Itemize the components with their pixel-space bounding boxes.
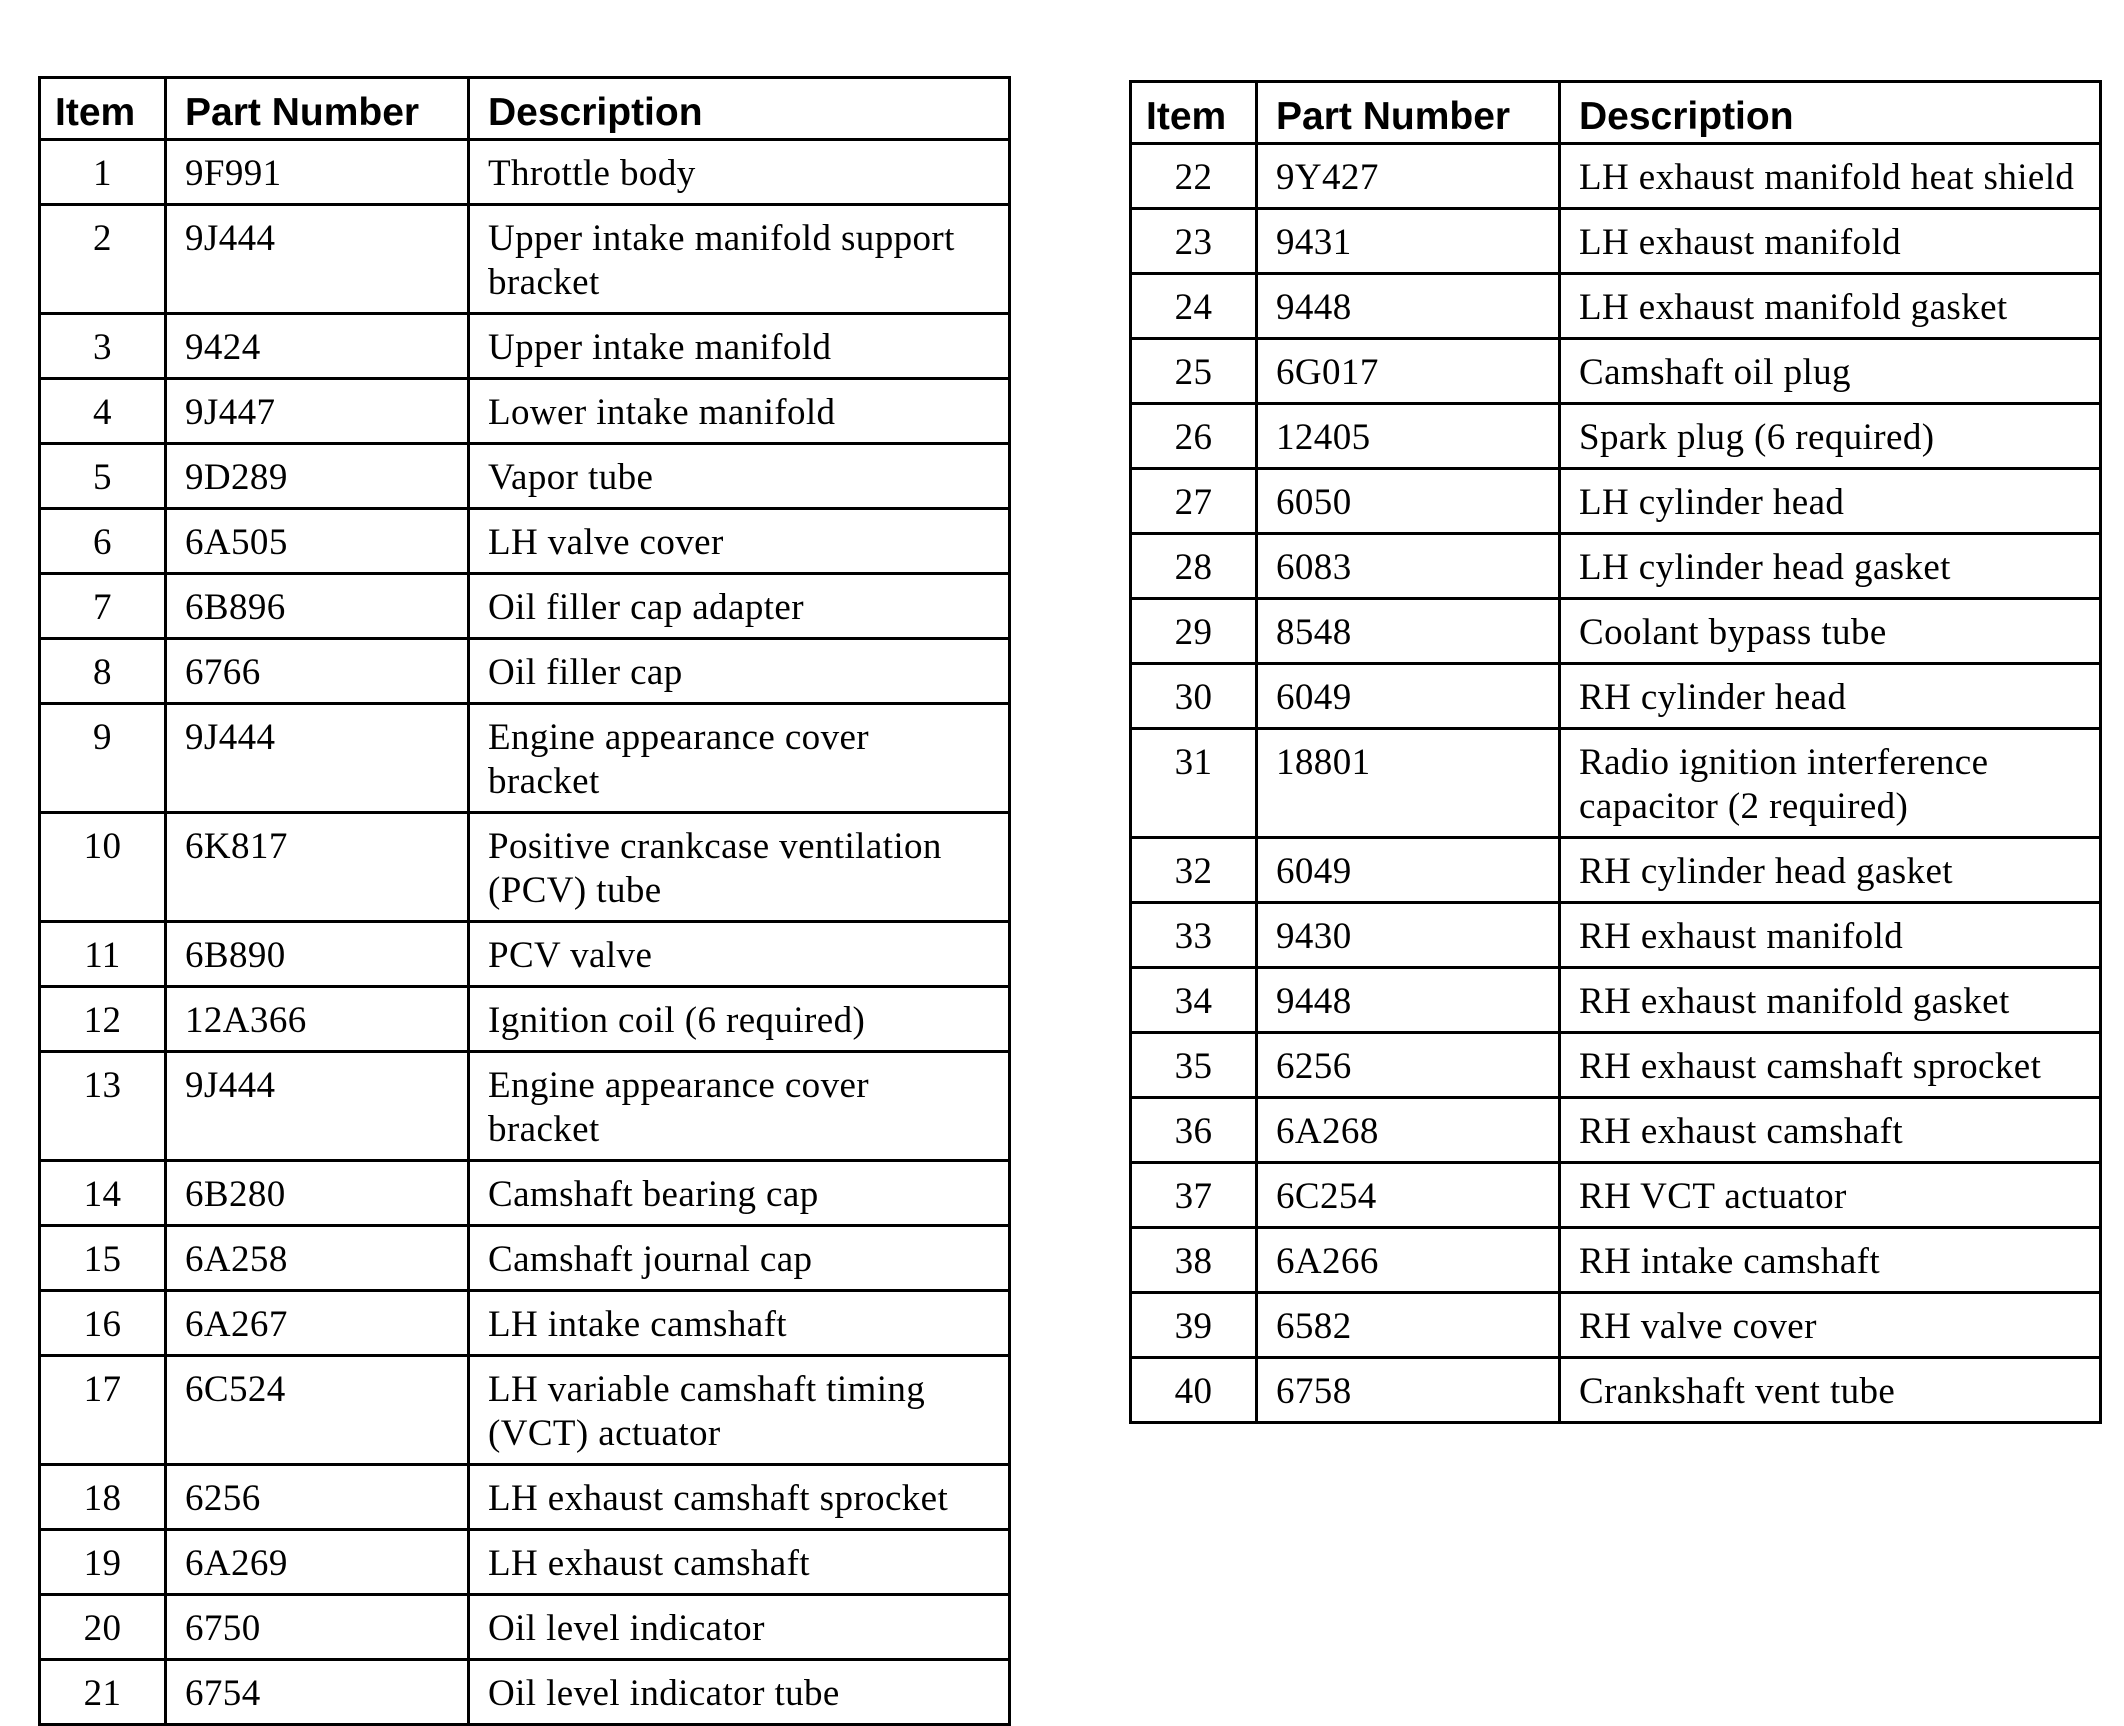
description-cell: Engine appearance cover bracket xyxy=(469,704,1010,813)
item-number-cell: 15 xyxy=(40,1226,166,1291)
part-number-cell: 9430 xyxy=(1257,903,1560,968)
item-number-cell: 40 xyxy=(1131,1358,1257,1423)
item-number-cell: 2 xyxy=(40,205,166,314)
table-row xyxy=(40,922,1010,987)
part-number-cell: 6750 xyxy=(166,1595,469,1660)
item-number-cell: 5 xyxy=(40,444,166,509)
part-number-cell: 6A266 xyxy=(1257,1228,1560,1293)
item-number-cell: 29 xyxy=(1131,599,1257,664)
table-row xyxy=(1131,274,2101,339)
table-row xyxy=(40,1052,1010,1161)
part-number-cell: 6A267 xyxy=(166,1291,469,1356)
item-number-cell: 6 xyxy=(40,509,166,574)
description-cell: RH exhaust camshaft xyxy=(1560,1098,2101,1163)
item-number-cell: 10 xyxy=(40,813,166,922)
item-number-cell: 16 xyxy=(40,1291,166,1356)
table-row xyxy=(40,1226,1010,1291)
table-row xyxy=(40,379,1010,444)
parts-table-left-body xyxy=(40,140,1010,1725)
table-row xyxy=(1131,664,2101,729)
item-number-cell: 8 xyxy=(40,639,166,704)
part-number-cell: 9424 xyxy=(166,314,469,379)
table-row xyxy=(40,314,1010,379)
item-number-cell: 9 xyxy=(40,704,166,813)
item-number-cell: 13 xyxy=(40,1052,166,1161)
description-cell: Vapor tube xyxy=(469,444,1010,509)
table-row xyxy=(1131,1293,2101,1358)
description-cell: Oil filler cap xyxy=(469,639,1010,704)
description-cell: LH valve cover xyxy=(469,509,1010,574)
item-number-cell: 3 xyxy=(40,314,166,379)
description-cell: Radio ignition interference capacitor (2 required) xyxy=(1560,729,2101,838)
part-number-cell: 6B280 xyxy=(166,1161,469,1226)
part-number-cell: 9J444 xyxy=(166,704,469,813)
description-cell: LH cylinder head xyxy=(1560,469,2101,534)
description-cell: LH cylinder head gasket xyxy=(1560,534,2101,599)
description-cell: RH VCT actuator xyxy=(1560,1163,2101,1228)
description-cell: RH valve cover xyxy=(1560,1293,2101,1358)
part-number-cell: 6766 xyxy=(166,639,469,704)
part-number-cell: 12405 xyxy=(1257,404,1560,469)
header-description: Description xyxy=(1560,82,2101,144)
description-cell: Ignition coil (6 required) xyxy=(469,987,1010,1052)
description-cell: Upper intake manifold support bracket xyxy=(469,205,1010,314)
table-row xyxy=(40,1161,1010,1226)
table-row xyxy=(1131,1098,2101,1163)
part-number-cell: 6049 xyxy=(1257,664,1560,729)
table-row xyxy=(40,639,1010,704)
parts-table-right-body xyxy=(1131,144,2101,1423)
part-number-cell: 6754 xyxy=(166,1660,469,1725)
part-number-cell: 9J444 xyxy=(166,205,469,314)
item-number-cell: 12 xyxy=(40,987,166,1052)
description-cell: LH intake camshaft xyxy=(469,1291,1010,1356)
part-number-cell: 6C524 xyxy=(166,1356,469,1465)
item-number-cell: 18 xyxy=(40,1465,166,1530)
table-row xyxy=(40,813,1010,922)
table-row xyxy=(1131,404,2101,469)
table-row xyxy=(1131,1163,2101,1228)
description-cell: Camshaft bearing cap xyxy=(469,1161,1010,1226)
description-cell: LH exhaust manifold gasket xyxy=(1560,274,2101,339)
item-number-cell: 22 xyxy=(1131,144,1257,209)
description-cell: Positive crankcase ventilation (PCV) tube xyxy=(469,813,1010,922)
item-number-cell: 39 xyxy=(1131,1293,1257,1358)
description-cell: Oil level indicator xyxy=(469,1595,1010,1660)
description-cell: RH exhaust manifold gasket xyxy=(1560,968,2101,1033)
part-number-cell: 18801 xyxy=(1257,729,1560,838)
item-number-cell: 14 xyxy=(40,1161,166,1226)
description-cell: Oil filler cap adapter xyxy=(469,574,1010,639)
description-cell: LH variable camshaft timing (VCT) actuator xyxy=(469,1356,1010,1465)
item-number-cell: 1 xyxy=(40,140,166,205)
part-number-cell: 6B890 xyxy=(166,922,469,987)
table-row xyxy=(40,1465,1010,1530)
table-row xyxy=(1131,903,2101,968)
table-row xyxy=(40,1660,1010,1725)
part-number-cell: 8548 xyxy=(1257,599,1560,664)
description-cell: Spark plug (6 required) xyxy=(1560,404,2101,469)
part-number-cell: 9J444 xyxy=(166,1052,469,1161)
table-row xyxy=(40,574,1010,639)
part-number-cell: 9F991 xyxy=(166,140,469,205)
part-number-cell: 9Y427 xyxy=(1257,144,1560,209)
part-number-cell: 6A505 xyxy=(166,509,469,574)
item-number-cell: 33 xyxy=(1131,903,1257,968)
description-cell: Upper intake manifold xyxy=(469,314,1010,379)
table-row xyxy=(1131,599,2101,664)
item-number-cell: 36 xyxy=(1131,1098,1257,1163)
parts-table-right xyxy=(1129,80,2102,1424)
header-item: Item xyxy=(40,78,166,140)
table-row xyxy=(40,140,1010,205)
item-number-cell: 7 xyxy=(40,574,166,639)
parts-table-left xyxy=(38,76,1011,1726)
part-number-cell: 6758 xyxy=(1257,1358,1560,1423)
part-number-cell: 6A268 xyxy=(1257,1098,1560,1163)
table-row xyxy=(40,444,1010,509)
item-number-cell: 26 xyxy=(1131,404,1257,469)
item-number-cell: 21 xyxy=(40,1660,166,1725)
description-cell: Lower intake manifold xyxy=(469,379,1010,444)
description-cell: RH intake camshaft xyxy=(1560,1228,2101,1293)
item-number-cell: 38 xyxy=(1131,1228,1257,1293)
table-header-row xyxy=(40,78,1010,140)
item-number-cell: 20 xyxy=(40,1595,166,1660)
part-number-cell: 6B896 xyxy=(166,574,469,639)
table-row xyxy=(40,987,1010,1052)
part-number-cell: 9431 xyxy=(1257,209,1560,274)
description-cell: Engine appearance cover bracket xyxy=(469,1052,1010,1161)
table-row xyxy=(1131,144,2101,209)
table-row xyxy=(40,704,1010,813)
table-row xyxy=(1131,209,2101,274)
part-number-cell: 9448 xyxy=(1257,274,1560,339)
part-number-cell: 6050 xyxy=(1257,469,1560,534)
table-row xyxy=(1131,1033,2101,1098)
item-number-cell: 37 xyxy=(1131,1163,1257,1228)
part-number-cell: 9J447 xyxy=(166,379,469,444)
description-cell: LH exhaust camshaft sprocket xyxy=(469,1465,1010,1530)
table-row xyxy=(1131,729,2101,838)
item-number-cell: 28 xyxy=(1131,534,1257,599)
part-number-cell: 6A269 xyxy=(166,1530,469,1595)
table-row xyxy=(40,1530,1010,1595)
description-cell: Oil level indicator tube xyxy=(469,1660,1010,1725)
table-row xyxy=(1131,534,2101,599)
table-header-row xyxy=(1131,82,2101,144)
item-number-cell: 23 xyxy=(1131,209,1257,274)
table-row xyxy=(1131,1358,2101,1423)
description-cell: LH exhaust camshaft xyxy=(469,1530,1010,1595)
description-cell: Camshaft oil plug xyxy=(1560,339,2101,404)
table-row xyxy=(40,509,1010,574)
description-cell: RH exhaust camshaft sprocket xyxy=(1560,1033,2101,1098)
table-row xyxy=(1131,469,2101,534)
item-number-cell: 19 xyxy=(40,1530,166,1595)
table-row xyxy=(40,205,1010,314)
description-cell: Throttle body xyxy=(469,140,1010,205)
description-cell: RH exhaust manifold xyxy=(1560,903,2101,968)
item-number-cell: 17 xyxy=(40,1356,166,1465)
table-row xyxy=(40,1356,1010,1465)
part-number-cell: 6083 xyxy=(1257,534,1560,599)
part-number-cell: 9448 xyxy=(1257,968,1560,1033)
description-cell: PCV valve xyxy=(469,922,1010,987)
description-cell: Camshaft journal cap xyxy=(469,1226,1010,1291)
table-row xyxy=(40,1291,1010,1356)
header-description: Description xyxy=(469,78,1010,140)
description-cell: RH cylinder head gasket xyxy=(1560,838,2101,903)
table-row xyxy=(1131,838,2101,903)
description-cell: LH exhaust manifold xyxy=(1560,209,2101,274)
item-number-cell: 32 xyxy=(1131,838,1257,903)
description-cell: Coolant bypass tube xyxy=(1560,599,2101,664)
table-row xyxy=(40,1595,1010,1660)
item-number-cell: 25 xyxy=(1131,339,1257,404)
table-row xyxy=(1131,968,2101,1033)
part-number-cell: 12A366 xyxy=(166,987,469,1052)
item-number-cell: 4 xyxy=(40,379,166,444)
header-part-number: Part Number xyxy=(1257,82,1560,144)
part-number-cell: 6256 xyxy=(166,1465,469,1530)
item-number-cell: 31 xyxy=(1131,729,1257,838)
item-number-cell: 30 xyxy=(1131,664,1257,729)
part-number-cell: 9D289 xyxy=(166,444,469,509)
item-number-cell: 11 xyxy=(40,922,166,987)
part-number-cell: 6256 xyxy=(1257,1033,1560,1098)
item-number-cell: 24 xyxy=(1131,274,1257,339)
item-number-cell: 27 xyxy=(1131,469,1257,534)
part-number-cell: 6C254 xyxy=(1257,1163,1560,1228)
header-part-number: Part Number xyxy=(166,78,469,140)
part-number-cell: 6049 xyxy=(1257,838,1560,903)
item-number-cell: 34 xyxy=(1131,968,1257,1033)
description-cell: Crankshaft vent tube xyxy=(1560,1358,2101,1423)
part-number-cell: 6A258 xyxy=(166,1226,469,1291)
part-number-cell: 6582 xyxy=(1257,1293,1560,1358)
item-number-cell: 35 xyxy=(1131,1033,1257,1098)
description-cell: LH exhaust manifold heat shield xyxy=(1560,144,2101,209)
table-row xyxy=(1131,1228,2101,1293)
table-row xyxy=(1131,339,2101,404)
part-number-cell: 6K817 xyxy=(166,813,469,922)
description-cell: RH cylinder head xyxy=(1560,664,2101,729)
header-item: Item xyxy=(1131,82,1257,144)
part-number-cell: 6G017 xyxy=(1257,339,1560,404)
